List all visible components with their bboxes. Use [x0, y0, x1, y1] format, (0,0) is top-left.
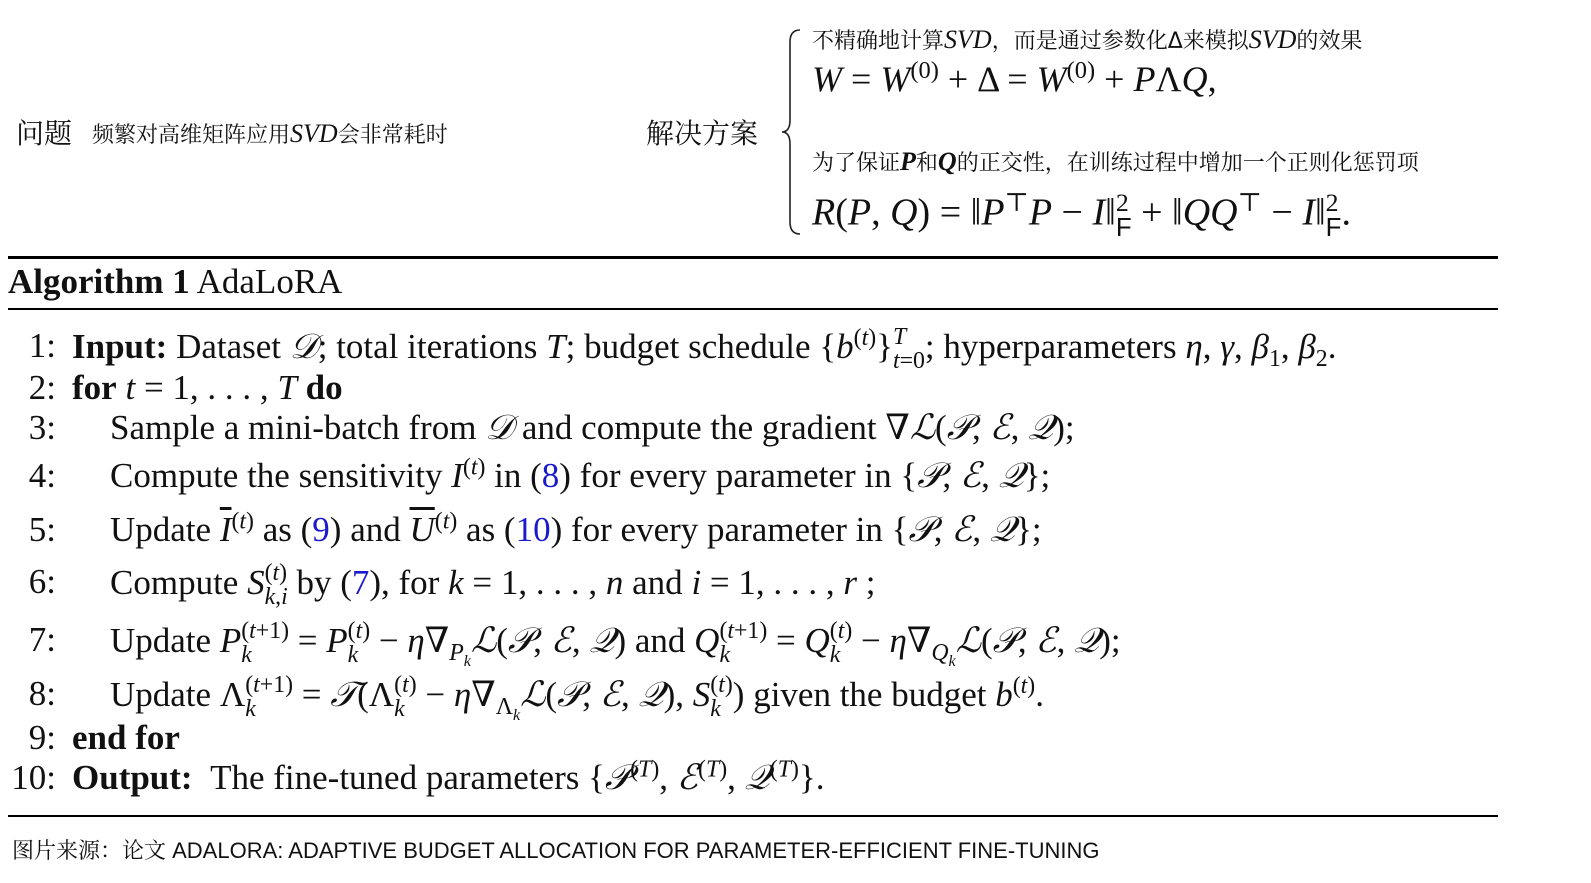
l4-text-b: in ( — [494, 456, 542, 495]
l5-text-e: ) for every parameter in — [550, 510, 883, 549]
l7-text-b: and — [634, 620, 686, 660]
line-number: 2: — [28, 368, 56, 407]
line-number: 6: — [28, 562, 56, 601]
for-keyword: for — [72, 368, 117, 407]
left-brace — [780, 28, 804, 236]
solution-line-3 — [812, 146, 1419, 177]
output-text: The fine-tuned parameters — [210, 758, 580, 797]
sol-line3-and: 和 — [915, 151, 938, 176]
l3-text-b: and compute the gradient — [521, 408, 877, 447]
problem-svd: SVD — [290, 119, 338, 148]
equation-ref-9[interactable]: 9 — [312, 510, 330, 549]
do-keyword: do — [305, 368, 343, 407]
sol-line3-post: 的正交性，在训练过程中增加一个正则化惩罚项 — [956, 151, 1419, 176]
algorithm-top-rule — [8, 256, 1498, 259]
input-keyword: Input: — [72, 326, 168, 366]
sol-line1-svd1: SVD — [944, 25, 992, 54]
input-text-b: ; total iterations — [317, 326, 538, 366]
algorithm-name: AdaLoRA — [196, 262, 343, 301]
sol-line1-post: 的效果 — [1296, 29, 1363, 54]
l5-text-d: as ( — [466, 510, 516, 549]
l6-text-b: by ( — [296, 562, 352, 602]
sol-line1-pre: 不精确地计算 — [812, 29, 945, 54]
l6-text-d: and — [632, 562, 683, 602]
problem-text — [92, 118, 448, 149]
problem-text-post: 会非常耗时 — [337, 123, 448, 148]
sol-line3-pre: 为了保证 — [812, 151, 901, 176]
sol-line3-p: P — [900, 147, 916, 176]
l5-text-a: Update — [110, 510, 212, 549]
input-text-a: Dataset — [176, 326, 282, 366]
equation-ref-7[interactable]: 7 — [351, 562, 370, 602]
line-number: 10: — [11, 758, 56, 797]
sol-line3-q: Q — [937, 147, 957, 176]
line-number: 1: — [28, 326, 56, 365]
line-number: 8: — [28, 674, 56, 713]
input-text-c: ; budget schedule — [565, 326, 811, 366]
l4-text-a: Compute the sensitivity — [110, 456, 443, 495]
algorithm-bottom-rule — [8, 815, 1498, 817]
l8-text-b: given the budget — [753, 674, 987, 714]
l6-text-c: ), for — [369, 562, 440, 602]
output-keyword: Output: — [72, 758, 193, 797]
line-number: 3: — [28, 408, 56, 447]
l5-text-b: as ( — [262, 510, 313, 549]
line-number: 5: — [28, 510, 56, 549]
l4-text-c: ) for every parameter in — [559, 456, 892, 495]
input-text-d: ; hyperparameters — [924, 326, 1177, 366]
solution-line-1 — [812, 24, 1362, 55]
equation-w-decomposition: $W = W^{(0)} + \Delta = W^{(0)} + P\Lambda Q$, — [812, 57, 1217, 99]
line-number: 9: — [28, 718, 56, 757]
problem-label: 问题 — [16, 117, 73, 150]
algorithm-header-rule — [8, 308, 1498, 310]
l8-text-a: Update — [110, 674, 212, 714]
sol-line1-mid: ，而是通过参数化Δ来模拟 — [991, 29, 1249, 54]
sol-line1-svd2: SVD — [1248, 25, 1297, 54]
algorithm-number: Algorithm 1 — [8, 262, 190, 301]
l7-text-a: Update — [110, 620, 212, 660]
image-source-caption: 图片来源：论文 ADALORA: ADAPTIVE BUDGET ALLOCATION FOR PARAMETER-EFFICIENT FINE-TUNING — [12, 838, 1100, 863]
algorithm-title — [8, 262, 342, 302]
equation-ref-8[interactable]: 8 — [541, 456, 560, 495]
problem-text-pre: 频繁对高维矩阵应用 — [92, 123, 291, 148]
end-for-keyword: end for — [72, 718, 180, 757]
line-number: 4: — [28, 456, 56, 495]
equation-regularizer: R(P, Q) = ‖P⊤P − I‖ 2 F + ‖QQ⊤ − I‖ 2 F . — [812, 187, 1351, 242]
l5-text-c: ) and — [329, 510, 401, 549]
l6-text-a: Compute — [110, 562, 239, 602]
equation-ref-10[interactable]: 10 — [515, 510, 551, 549]
solution-label: 解决方案 — [646, 117, 759, 150]
line-number: 7: — [28, 620, 56, 659]
l3-text-a: Sample a mini-batch from — [110, 408, 477, 447]
